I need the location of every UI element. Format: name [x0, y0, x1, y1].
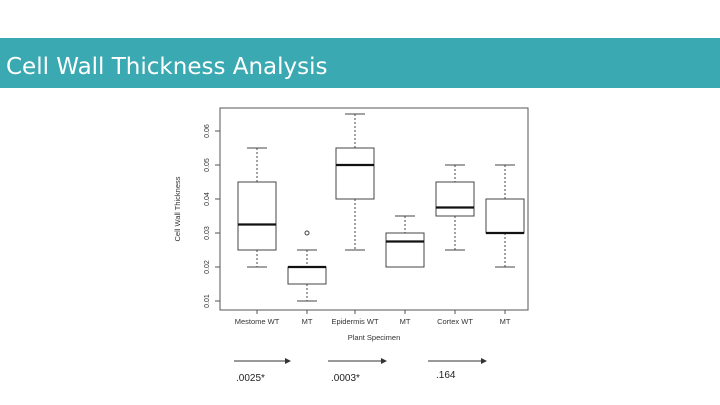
y-tick-label: 0.01: [203, 294, 211, 308]
y-tick-label: 0.06: [203, 124, 211, 138]
box-1-iqr: [238, 182, 276, 250]
p-value-epidermis: .0003*: [331, 373, 360, 384]
y-tick-label: 0.02: [203, 260, 211, 274]
x-tick-label: MT: [399, 317, 411, 326]
x-tick-label: Epidermis WT: [331, 317, 379, 326]
y-tick-label: 0.03: [203, 226, 211, 240]
box-3-iqr: [336, 148, 374, 199]
box-6-iqr: [486, 199, 524, 233]
y-tick-label: 0.04: [203, 192, 211, 206]
p-value-cortex: .164: [436, 370, 456, 381]
x-tick-label: Mestome WT: [234, 317, 280, 326]
y-axis-title: Cell Wall Thickness: [173, 176, 182, 242]
box-2-outlier: [305, 231, 309, 235]
box-5-iqr: [436, 182, 474, 216]
x-tick-label: MT: [301, 317, 313, 326]
slide-title: Cell Wall Thickness Analysis: [6, 54, 328, 80]
box-2-iqr: [288, 267, 326, 284]
x-tick-label: Cortex WT: [437, 317, 473, 326]
x-tick-label: MT: [499, 317, 511, 326]
x-axis-title: Plant Specimen: [347, 333, 401, 342]
p-value-mestome: .0025*: [236, 373, 265, 384]
box-4-iqr: [386, 233, 424, 267]
y-tick-label: 0.05: [203, 158, 211, 172]
